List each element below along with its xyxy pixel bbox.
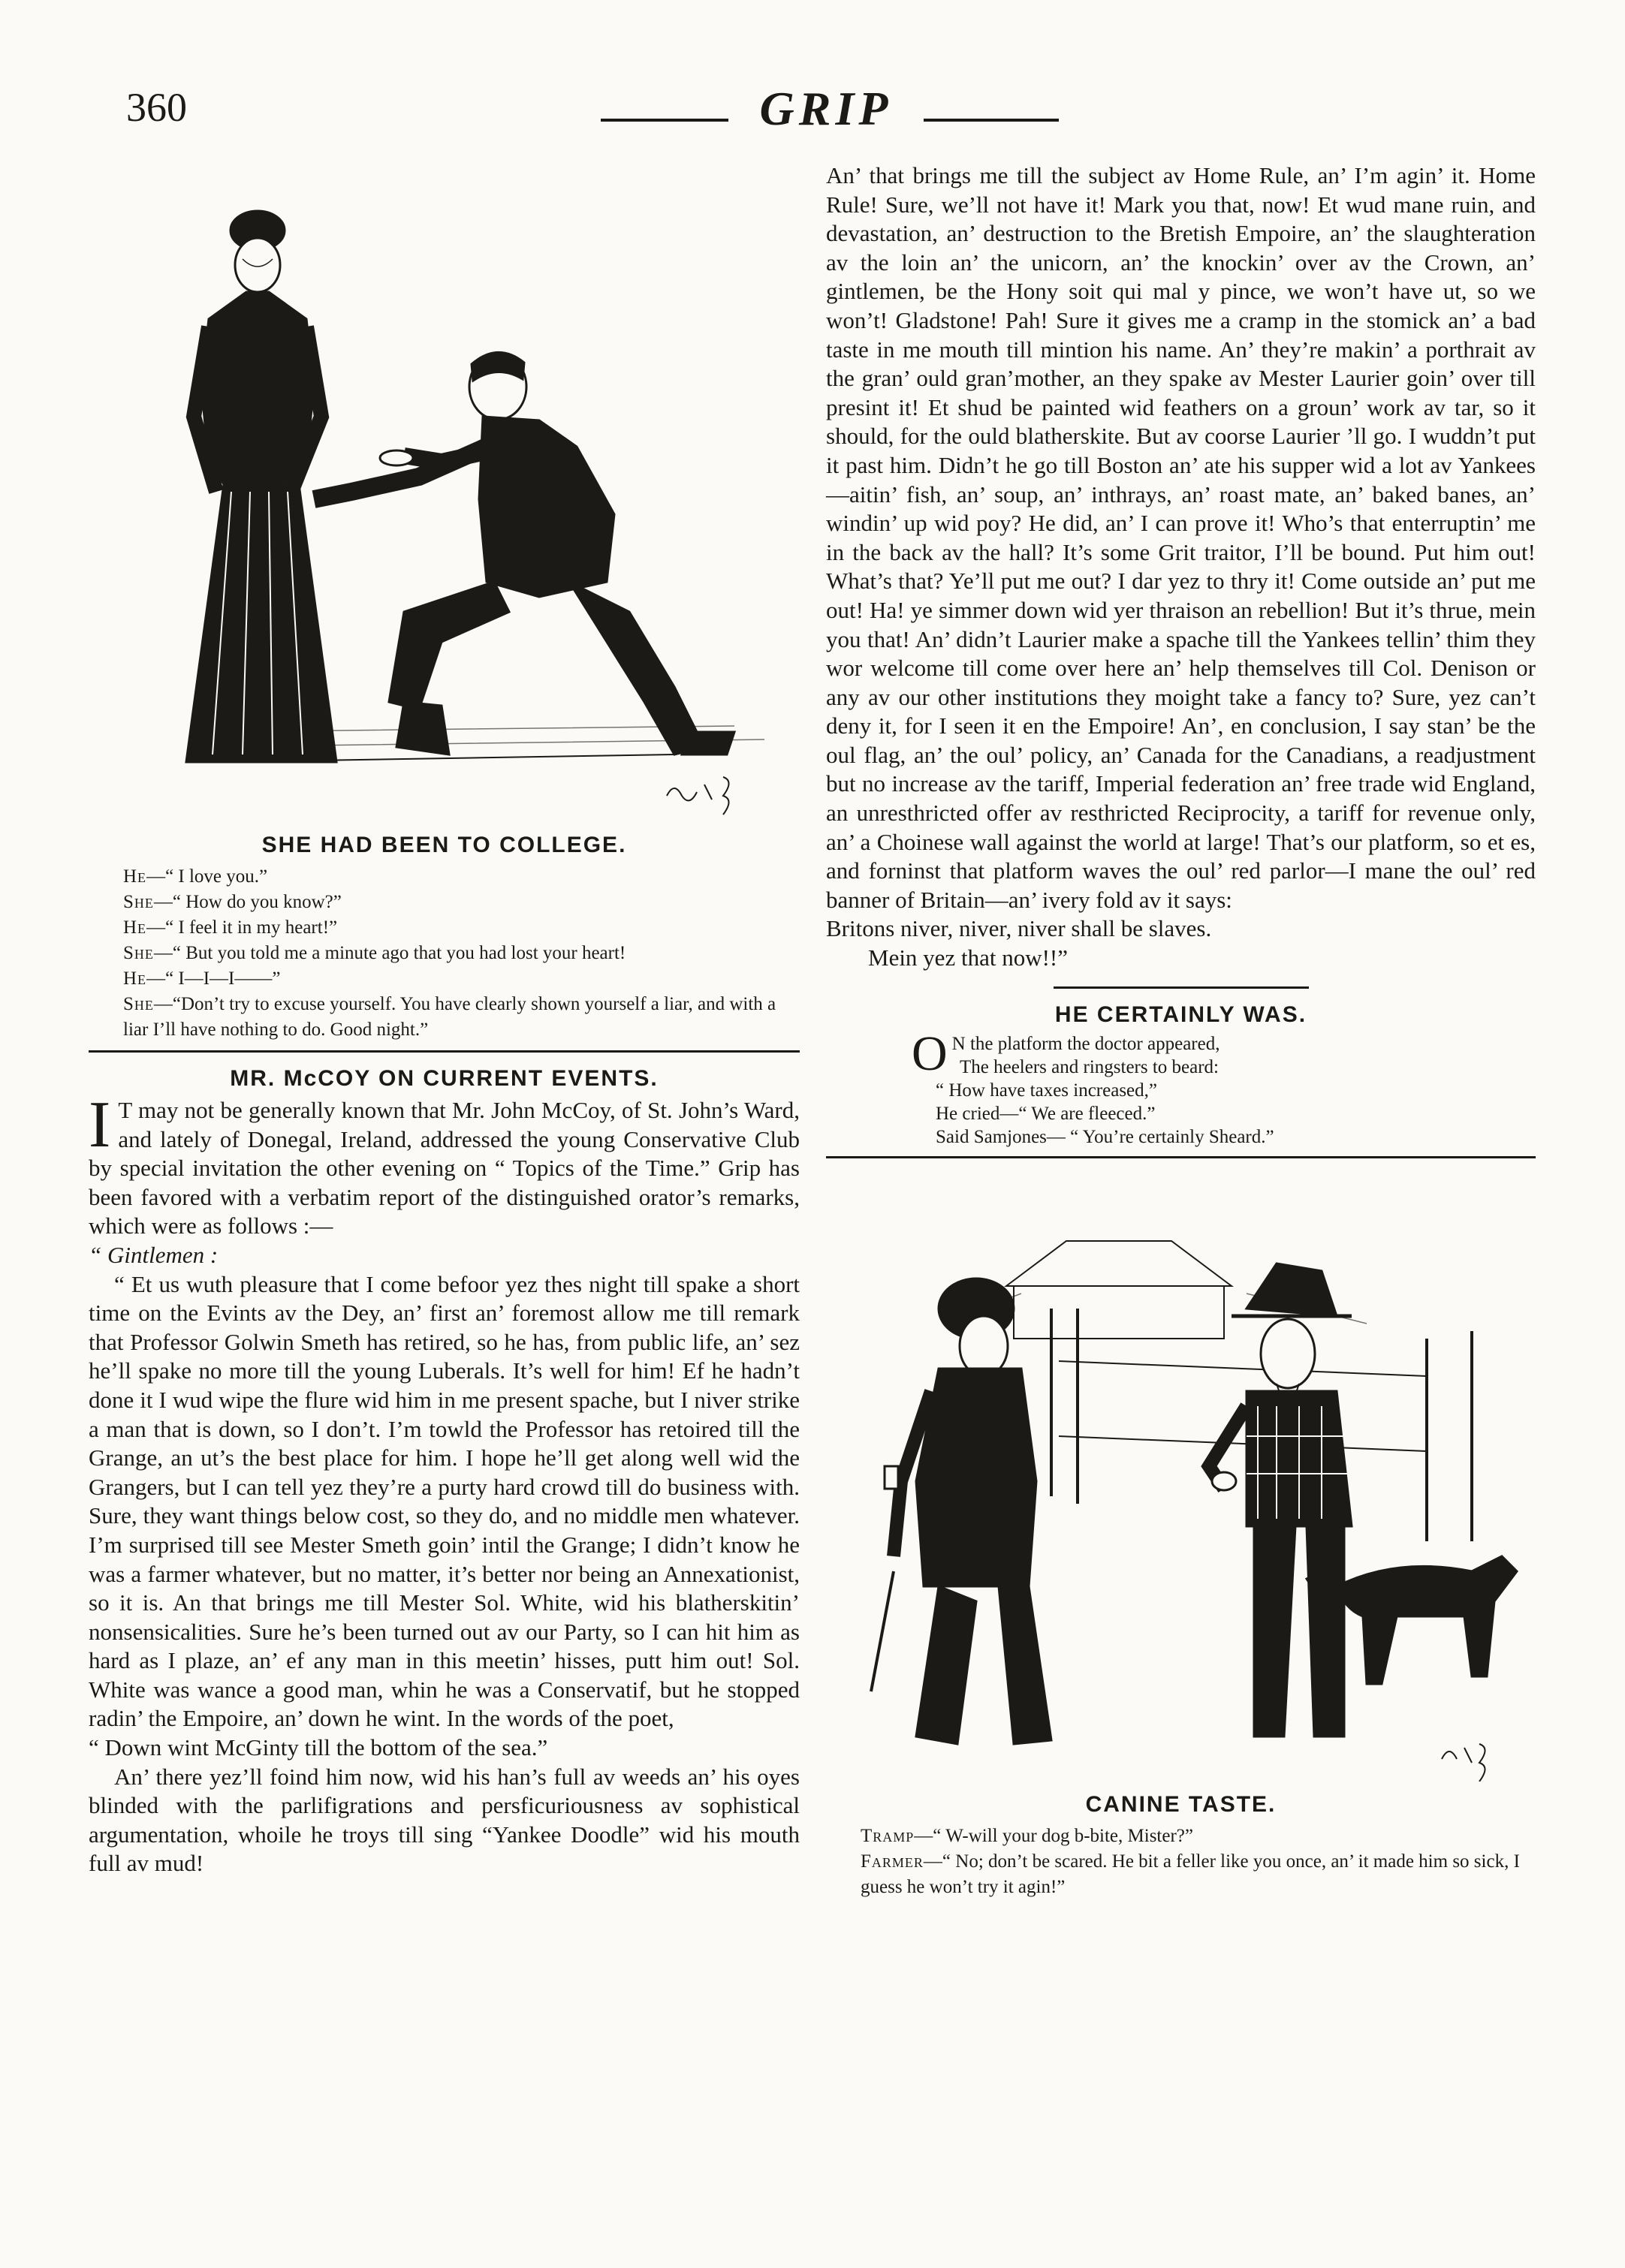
masthead-ornament-right xyxy=(924,119,1059,122)
poem-line: ON the platform the doctor appeared, xyxy=(912,1026,1220,1081)
masthead-title: GRIP xyxy=(759,82,893,135)
dialogue-line xyxy=(89,941,800,966)
college-cartoon xyxy=(89,161,800,822)
canine-cartoon xyxy=(826,1166,1536,1782)
poem-line: He cried—“ We are fleeced.” xyxy=(936,1103,1156,1124)
poem-line: The heelers and ringsters to beard: xyxy=(960,1056,1220,1077)
canine-title: CANINE TASTE. xyxy=(1085,1791,1277,1817)
dialogue-text: —“ I love you.” xyxy=(146,866,268,887)
dialogue-line xyxy=(826,1849,1536,1900)
canine-dialogue xyxy=(826,1824,1536,1900)
mccoy-quote-britons: Britons niver, niver, niver shall be slaves. xyxy=(826,915,1212,942)
mccoy-article-right xyxy=(826,161,1536,973)
dialogue-text: —“ No; don’t be scared. He bit a feller like you once, an’ it made him so sick, I guess he won’t try it agin!” xyxy=(861,1851,1520,1897)
mccoy-intro: IT may not be generally known that Mr. John McCoy, of St. John’s Ward, and lately of Donegal, Ireland, addressed the young Conservative Club by special invitation the other evening on “ Topics of the Time.” Grip has been favored with a verbatim report of the distinguished orator’s remarks, which were as follows :— xyxy=(89,1089,800,1239)
page-number: 360 xyxy=(126,85,187,130)
speaker-label: She xyxy=(123,994,154,1014)
mccoy-article-left xyxy=(89,1089,800,1878)
section-divider xyxy=(89,1050,800,1053)
college-title: SHE HAD BEEN TO COLLEGE. xyxy=(261,833,627,857)
certainly-limerick xyxy=(826,1026,1536,1149)
page-header xyxy=(0,0,1625,173)
dialogue-text: —“ How do you know?” xyxy=(153,892,342,912)
mccoy-closing: Mein yez that now!!” xyxy=(868,944,1068,971)
masthead-ornament-left xyxy=(601,119,728,122)
college-dialogue xyxy=(89,864,800,1043)
dialogue-text: —“Don’t try to excuse yourself. You have clearly shown yourself a liar, and with a liar I’ll have nothing to do. Good night.” xyxy=(123,994,776,1040)
dialogue-text: —“ I feel it in my heart!” xyxy=(146,917,338,938)
dialogue-text: —“ I—I—I——” xyxy=(146,968,281,989)
mccoy-paragraph-2: An’ there yez’ll foind him now, wid his han’s full av weeds an’ his oyes blinded with the parlifigrations and persficuriousness av sophistical argumentation, whoile he troys till sing “Yankee Doodle” wid his mouth full av mud! xyxy=(89,1763,800,1877)
certainly-title: HE CERTAINLY WAS. xyxy=(1054,1001,1307,1027)
right-column xyxy=(826,161,1536,1900)
mccoy-title: MR. McCOY ON CURRENT EVENTS. xyxy=(230,1066,659,1091)
poem-line: Said Samjones— “ You’re certainly Sheard.” xyxy=(936,1126,1274,1147)
mccoy-quote-mcginty: “ Down wint McGinty till the bottom of the sea.” xyxy=(89,1734,548,1761)
speaker-label: Farmer xyxy=(861,1851,924,1872)
mccoy-paragraph-1: “ Et us wuth pleasure that I come befoor yez thes night till spake a short time on the Evints av the Dey, an’ first an’ foremost allow me till remark that Professor Golwin Smeth has retired, so he has, from public life, an’ sez he’ll spake no more till the young Luberals. It’s well for him! Ef he hadn’t done it I wud wipe the flure wid him in me present spache, but I niver strike a man that is down, so I don’t. I’m towld the Professor has retoired till the Grange, an ut’s the best place for him. I hope he’ll get along well wid the Grangers, but I can tell yez they’re a purty hard crowd till do business with. Sure, they want things below cost, so they do, and no middle men whatever. I’m surprised till see Mester Smeth goin’ intil the Grange; I didn’t know he was a farmer whatever, but no matter, it’s better nor being an Annexationist, so it is. An that brings me till Mester Sol. White, wid his blatherskitin’ nonsensicalities. Sure he’s been turned out av our Party, so I can hit him as hard as I plaze, an’ ef any man in this meetin’ hisses, putt him out! Sol. White was wance a good man, whin he was a Conservatif, but he stopped radin’ the Empoire, an’ down he wint. In the words of the poet, xyxy=(89,1270,800,1732)
speaker-label: She xyxy=(123,892,154,912)
section-divider xyxy=(1054,986,1309,989)
speaker-label: He xyxy=(123,968,147,989)
dialogue-line xyxy=(89,966,800,992)
mccoy-salutation: “ Gintlemen : xyxy=(89,1241,219,1268)
mccoy-paragraph-3: An’ that brings me till the subject av Home Rule, an’ I’m agin’ it. Home Rule! Sure, we’ll not have it! Mark you that, now! Et wud mane ruin, and devastation, an’ destruction to the Bretish Empoire, an’ the slaughteration av the loin an’ the unicorn, an’ the knockin’ over av the Crown, an’ gintlemen, be the Hony soit qui mal y pince, we won’t have ut, so we won’t! Gladstone! Pah! Sure it gives me a cramp in the stomick an’ a bad taste in me mouth till mintion his name. An’ they’re makin’ a porthrait av the gran’ ould gran’mother, an they spake av Mester Laurier goin’ over till presint it! Et shud be painted wid feathers on a groun’ work av tar, so it should, for the ould blatherskite. But av coorse Laurier ’ll go. I wuddn’t put it past him. Didn’t he go till Boston an’ ate his supper wid a lot av Yankees—aitin’ fish, an’ soup, an’ inthrays, an’ roast mate, an’ baked banes, an’ windin’ up wid poy? He did, an’ I can prove it! Who’s that enterruptin’ me in the back av the hall? It’s some Grit traitor, I’ll be bound. Put him out! What’s that? Ye’ll put me out? I dar yez to thry it! Come outside an’ put me out! Ha! ye simmer down wid yer thraison an rebellion! But it’s thrue, mein you that! An’ didn’t Laurier make a spache till the Yankees tellin’ thim they wor welcome till come over here an’ help themselves till Col. Denison or any av our other institutions they moight take a fancy to? Sure, yez can’t deny it, for I seen it en the Empoire! An’, en conclusion, I say stan’ be the oul flag, an’ the oul’ policy, an’ Canada for the Canadians, a readjustment but no increase av the tariff, Imperial federation an’ free trade wid England, an unresthricted offer av resthricted Reciprocity, a tariff for revenue only, an’ a Choinese wall against the world at large! That’s our platform, so et es, and forninst that platform waves the oul’ red parlor—I mane the oul’ red banner of Britain—an’ ivery fold av it says: xyxy=(826,162,1536,913)
speaker-label: He xyxy=(123,917,147,938)
dialogue-text: —“ W-will your dog b-bite, Mister?” xyxy=(914,1825,1193,1846)
dialogue-text: —“ But you told me a minute ago that you had lost your heart! xyxy=(153,943,626,963)
tramp-farmer-illustration xyxy=(826,1166,1536,1782)
dialogue-line xyxy=(89,890,800,915)
speaker-label: Tramp xyxy=(861,1825,915,1846)
dialogue-line xyxy=(826,1824,1536,1849)
speaker-label: He xyxy=(123,866,147,887)
left-column xyxy=(89,161,800,1878)
section-divider xyxy=(826,1156,1536,1158)
dialogue-line xyxy=(89,992,800,1043)
dialogue-line xyxy=(89,915,800,941)
proposal-illustration xyxy=(89,161,800,822)
speaker-label: She xyxy=(123,943,154,963)
poem-line: “ How have taxes increased,” xyxy=(936,1080,1157,1101)
dialogue-line xyxy=(89,864,800,890)
